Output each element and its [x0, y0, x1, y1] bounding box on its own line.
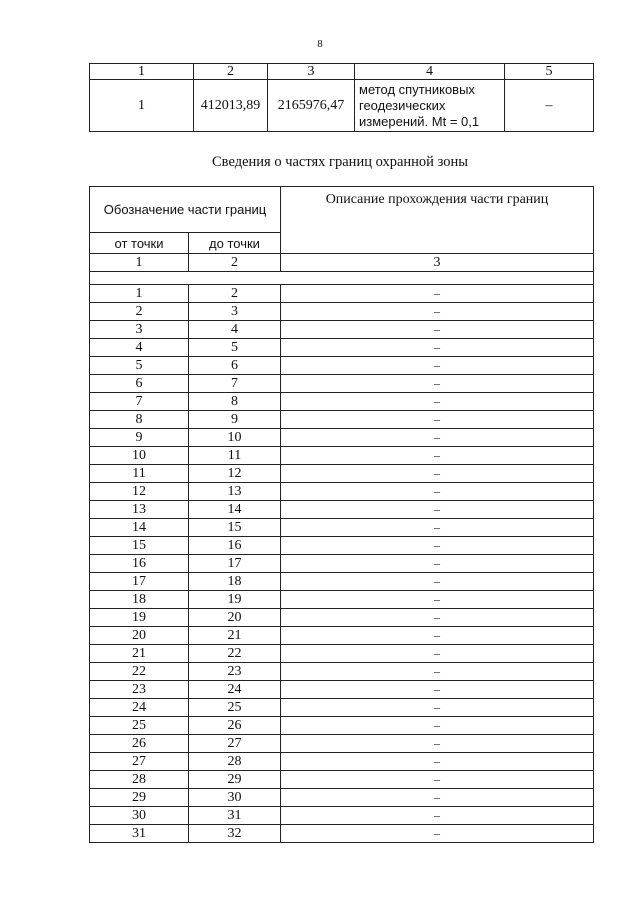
to-point-cell: 6 — [189, 357, 281, 375]
boundary-row — [90, 411, 594, 429]
boundary-row — [90, 753, 594, 771]
to-point-cell: 30 — [189, 789, 281, 807]
boundary-row — [90, 501, 594, 519]
boundary-row — [90, 375, 594, 393]
from-point-cell: 28 — [90, 771, 189, 789]
coordinates-table — [89, 63, 594, 132]
from-point-cell: 29 — [90, 789, 189, 807]
from-point-cell: 9 — [90, 429, 189, 447]
empty-spacer-cell — [90, 272, 594, 285]
boundary-row — [90, 537, 594, 555]
from-point-cell: 25 — [90, 717, 189, 735]
boundary-row — [90, 465, 594, 483]
boundary-row — [90, 699, 594, 717]
from-point-cell: 15 — [90, 537, 189, 555]
to-point-cell: 13 — [189, 483, 281, 501]
description-cell: – — [281, 735, 594, 753]
to-point-cell: 27 — [189, 735, 281, 753]
boundary-row — [90, 285, 594, 303]
section-title: Сведения о частях границ охранной зоны — [212, 154, 468, 170]
column-number-4: 4 — [355, 64, 505, 80]
from-point-cell: 13 — [90, 501, 189, 519]
to-point-cell: 19 — [189, 591, 281, 609]
coordinate-y: 2165976,47 — [268, 80, 355, 132]
from-point-cell: 12 — [90, 483, 189, 501]
header-part-designation: Обозначение части границ — [90, 187, 281, 233]
description-cell: – — [281, 537, 594, 555]
from-point-cell: 21 — [90, 645, 189, 663]
from-point-cell: 30 — [90, 807, 189, 825]
description-cell: – — [281, 375, 594, 393]
column-number-1: 1 — [90, 64, 194, 80]
description-cell: – — [281, 321, 594, 339]
boundary-row — [90, 609, 594, 627]
to-point-cell: 17 — [189, 555, 281, 573]
from-point-cell: 27 — [90, 753, 189, 771]
to-point-cell: 21 — [189, 627, 281, 645]
description-cell: – — [281, 645, 594, 663]
from-point-cell: 31 — [90, 825, 189, 843]
description-cell: – — [281, 339, 594, 357]
coordinate-x: 412013,89 — [194, 80, 268, 132]
from-point-cell: 26 — [90, 735, 189, 753]
to-point-cell: 32 — [189, 825, 281, 843]
description-cell: – — [281, 591, 594, 609]
boundary-row — [90, 483, 594, 501]
description-cell: – — [281, 357, 594, 375]
to-point-cell: 26 — [189, 717, 281, 735]
boundary-row — [90, 393, 594, 411]
description-cell: – — [281, 627, 594, 645]
measurement-method: метод спутниковых геодезических измерений. Mt = 0,1 — [355, 80, 505, 132]
boundary-row — [90, 807, 594, 825]
to-point-cell: 10 — [189, 429, 281, 447]
description-cell: – — [281, 429, 594, 447]
to-point-cell: 31 — [189, 807, 281, 825]
to-point-cell: 24 — [189, 681, 281, 699]
boundary-header-row — [90, 187, 594, 233]
boundary-row — [90, 555, 594, 573]
boundary-row — [90, 681, 594, 699]
boundary-row — [90, 321, 594, 339]
description-cell: – — [281, 609, 594, 627]
from-point-cell: 16 — [90, 555, 189, 573]
to-point-cell: 28 — [189, 753, 281, 771]
from-point-cell: 1 — [90, 285, 189, 303]
description-cell: – — [281, 501, 594, 519]
boundary-row — [90, 663, 594, 681]
description-cell: – — [281, 465, 594, 483]
boundary-row — [90, 627, 594, 645]
from-point-cell: 5 — [90, 357, 189, 375]
from-point-cell: 4 — [90, 339, 189, 357]
to-point-cell: 23 — [189, 663, 281, 681]
from-point-cell: 18 — [90, 591, 189, 609]
description-cell: – — [281, 573, 594, 591]
point-number: 1 — [90, 80, 194, 132]
boundary-row — [90, 429, 594, 447]
boundary-row — [90, 645, 594, 663]
to-point-cell: 3 — [189, 303, 281, 321]
column-number-3: 3 — [281, 254, 594, 272]
boundary-parts-table — [89, 186, 594, 843]
to-point-cell: 12 — [189, 465, 281, 483]
boundary-row — [90, 717, 594, 735]
from-point-cell: 14 — [90, 519, 189, 537]
header-part-description: Описание прохождения части границ — [281, 187, 594, 254]
to-point-cell: 9 — [189, 411, 281, 429]
description-cell: – — [281, 519, 594, 537]
header-from-point: от точки — [90, 233, 189, 254]
to-point-cell: 11 — [189, 447, 281, 465]
description-cell: – — [281, 663, 594, 681]
to-point-cell: 16 — [189, 537, 281, 555]
description-cell: – — [281, 699, 594, 717]
description-cell: – — [281, 447, 594, 465]
boundary-row — [90, 735, 594, 753]
page-number: 8 — [317, 38, 323, 50]
to-point-cell: 15 — [189, 519, 281, 537]
description-cell: – — [281, 825, 594, 843]
boundary-row — [90, 789, 594, 807]
from-point-cell: 6 — [90, 375, 189, 393]
from-point-cell: 17 — [90, 573, 189, 591]
description-cell: – — [281, 303, 594, 321]
description-cell: – — [281, 771, 594, 789]
column-number-2: 2 — [189, 254, 281, 272]
from-point-cell: 8 — [90, 411, 189, 429]
from-point-cell: 23 — [90, 681, 189, 699]
boundary-row — [90, 357, 594, 375]
boundary-row — [90, 825, 594, 843]
description-cell: – — [281, 285, 594, 303]
to-point-cell: 29 — [189, 771, 281, 789]
from-point-cell: 3 — [90, 321, 189, 339]
description-cell: – — [281, 555, 594, 573]
from-point-cell: 2 — [90, 303, 189, 321]
to-point-cell: 5 — [189, 339, 281, 357]
description-cell: – — [281, 717, 594, 735]
boundary-row — [90, 591, 594, 609]
to-point-cell: 18 — [189, 573, 281, 591]
description-cell: – — [281, 393, 594, 411]
description-cell: – — [281, 483, 594, 501]
boundary-row — [90, 519, 594, 537]
column-number-2: 2 — [194, 64, 268, 80]
to-point-cell: 22 — [189, 645, 281, 663]
description-cell: – — [281, 807, 594, 825]
from-point-cell: 7 — [90, 393, 189, 411]
from-point-cell: 19 — [90, 609, 189, 627]
to-point-cell: 4 — [189, 321, 281, 339]
coordinates-row — [90, 80, 594, 132]
to-point-cell: 25 — [189, 699, 281, 717]
empty-spacer-row — [90, 272, 594, 285]
column-number-5: 5 — [505, 64, 594, 80]
to-point-cell: 2 — [189, 285, 281, 303]
from-point-cell: 10 — [90, 447, 189, 465]
boundary-row — [90, 303, 594, 321]
to-point-cell: 14 — [189, 501, 281, 519]
description-cell: – — [281, 753, 594, 771]
boundary-column-numbers-row — [90, 254, 594, 272]
to-point-cell: 7 — [189, 375, 281, 393]
from-point-cell: 24 — [90, 699, 189, 717]
column-number-1: 1 — [90, 254, 189, 272]
from-point-cell: 20 — [90, 627, 189, 645]
boundary-row — [90, 339, 594, 357]
boundary-row — [90, 771, 594, 789]
column-number-3: 3 — [268, 64, 355, 80]
to-point-cell: 20 — [189, 609, 281, 627]
description-cell: – — [281, 681, 594, 699]
from-point-cell: 11 — [90, 465, 189, 483]
boundary-row — [90, 447, 594, 465]
description-cell: – — [281, 789, 594, 807]
coordinates-header-row — [90, 64, 594, 80]
to-point-cell: 8 — [189, 393, 281, 411]
boundary-row — [90, 573, 594, 591]
header-to-point: до точки — [189, 233, 281, 254]
from-point-cell: 22 — [90, 663, 189, 681]
note-cell: – — [505, 80, 594, 132]
description-cell: – — [281, 411, 594, 429]
